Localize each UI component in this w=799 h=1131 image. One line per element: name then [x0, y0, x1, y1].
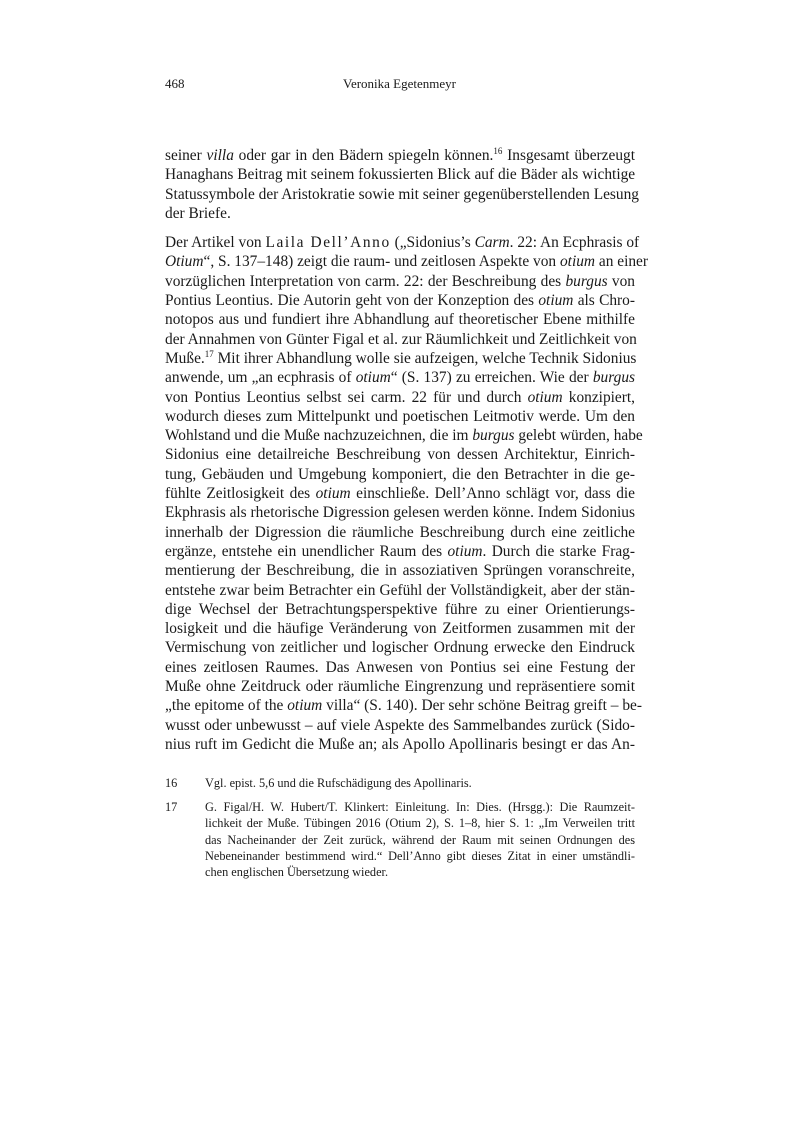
text-line — [165, 561, 635, 580]
footnote — [165, 775, 635, 791]
text-line — [165, 368, 635, 387]
italic-term: otium — [287, 697, 323, 715]
text-run: an einer — [595, 253, 649, 271]
footnote-line: Nebeneinander bestimmend wird.“ Dell’Anno gibt dieses Zitat in einer umständli- — [205, 848, 635, 863]
text-line — [165, 445, 635, 464]
text-run: ergänze, entstehe ein unendlicher Raum des — [165, 542, 448, 560]
text-run: tung, Gebäuden und Umgebung komponiert, die den Betrachter in die ge- — [165, 465, 635, 483]
text-line — [165, 252, 649, 271]
footnote-text — [205, 799, 635, 880]
text-line — [165, 619, 635, 638]
text-line — [165, 638, 635, 657]
text-line — [165, 503, 635, 522]
text-run: „the epitome of the — [165, 697, 288, 715]
footnote — [165, 799, 635, 880]
text-run: gelebt würden, habe — [514, 427, 643, 445]
text-line — [165, 735, 635, 754]
text-run: Der Artikel von — [165, 234, 266, 252]
text-run: von — [607, 272, 635, 290]
text-run: anwende, um „an ecphrasis of — [165, 369, 356, 387]
footnote-line: chen englischen Übersetzung wieder. — [205, 864, 389, 879]
footnote-line: das Nacheinander der Zeit zurück, während der Raum mit seinen Ordnungen des — [205, 832, 635, 847]
text-line — [165, 310, 635, 329]
paragraph — [165, 146, 640, 223]
text-line — [165, 204, 635, 223]
text-run: Muße ohne Zeitdruck oder räumliche Eingrenzung und repräsentiere somit — [165, 678, 635, 696]
text-line — [165, 165, 635, 184]
italic-term: burgus — [565, 272, 608, 290]
footnote-reference[interactable]: 17 — [204, 348, 214, 359]
text-run: Mit ihrer Abhandlung wolle sie aufzeigen, welche Technik Sidonius — [213, 349, 637, 367]
text-run: wusst oder unbewusst – auf viele Aspekte des Sammelbandes zurück (Sido- — [165, 716, 635, 734]
text-run: oder gar in den Bädern spiegeln können. — [233, 147, 494, 164]
text-run: seiner — [165, 147, 207, 164]
text-run: einschließe. Dell’Anno schlägt vor, dass die — [350, 485, 635, 503]
text-line — [165, 600, 635, 619]
text-line — [165, 233, 640, 252]
text-line — [165, 484, 635, 503]
text-line — [165, 185, 640, 204]
text-run: “, S. 137–148) zeigt die raum- und zeitlosen Aspekte von — [203, 253, 560, 271]
text-line — [165, 272, 635, 291]
text-run: von Pontius Leontius selbst sei carm. 22 für und durch — [165, 388, 528, 406]
text-line — [165, 291, 635, 310]
text-line — [165, 696, 642, 715]
italic-term: burgus — [472, 427, 515, 445]
italic-term: otium — [355, 369, 391, 387]
footnote-number: 16 — [165, 776, 178, 790]
text-line — [165, 542, 635, 561]
text-run: Hanaghans Beitrag mit seinem fokussierten Blick auf die Bäder als wichtige — [165, 166, 636, 184]
text-run: “ (S. 137) zu erreichen. Wie der — [390, 369, 593, 387]
italic-term: villa — [206, 147, 234, 164]
text-run: nius ruft im Gedicht die Muße an; als Apollo Apollinaris besingt er das An- — [165, 735, 635, 753]
text-run: . 22: An Ecphrasis of — [509, 234, 640, 252]
text-run: losigkeit und die häufige Veränderung von Zeitformen zusammen mit der — [165, 620, 635, 638]
text-run: Wohlstand und die Muße nachzuzeichnen, die im — [165, 427, 473, 445]
text-line — [165, 716, 635, 735]
text-run: Vermischung von zeitlicher und logischer Ordnung erwecke den Eindruck — [165, 639, 635, 657]
text-line — [165, 426, 643, 445]
text-run: konzipiert, — [562, 388, 635, 406]
author-name: Laila Dell’Anno — [265, 234, 391, 252]
text-run: mentierung der Beschreibung, die in assoziativen Sprüngen voranschreite, — [165, 562, 635, 580]
text-run: („Sidonius’s — [390, 234, 475, 252]
footnote-number: 17 — [165, 800, 178, 815]
text-run: dige Wechsel der Betrachtungsperspektive führe zu einer Orientierungs- — [165, 600, 635, 618]
text-run: wodurch dieses zum Mittelpunkt und poetischen Leitmotiv werde. Um den — [165, 407, 635, 425]
footnote-reference[interactable]: 16 — [493, 146, 503, 156]
text-line — [165, 407, 635, 426]
text-line — [165, 146, 635, 165]
footnote-line: lichkeit der Muße. Tübingen 2016 (Otium 2), S. 1–8, hier S. 1: „Im Verweilen tritt — [205, 816, 635, 831]
italic-term: otium — [538, 292, 574, 310]
italic-term: Carm — [474, 234, 510, 252]
text-run: der Briefe. — [165, 204, 231, 222]
running-head: Veronika Egetenmeyr — [343, 76, 456, 91]
footnote-text — [205, 775, 635, 791]
text-line — [165, 581, 635, 600]
footnote-line: Vgl. epist. 5,6 und die Rufschädigung des Apollinaris. — [205, 776, 472, 790]
italic-term: otium — [559, 253, 596, 271]
footnotes — [165, 775, 635, 888]
text-line — [165, 677, 635, 696]
text-line — [165, 330, 635, 349]
text-run: Ekphrasis als rhetorische Digression gelesen werden könne. Indem Sidonius — [165, 504, 635, 522]
text-run: vorzüglichen Interpretation von carm. 22: der Beschreibung des — [165, 272, 566, 290]
text-line — [165, 523, 635, 542]
page-number: 468 — [165, 76, 185, 91]
text-line — [165, 388, 635, 407]
text-run: notopos aus und fundiert ihre Abhandlung auf theoretischer Ebene mithilfe — [165, 311, 635, 329]
text-run: Insgesamt überzeugt — [502, 147, 635, 164]
text-run: als Chro- — [573, 292, 635, 310]
text-run: innerhalb der Digression die räumliche Beschreibung durch eine zeitliche — [165, 523, 635, 541]
italic-term: otium — [315, 485, 351, 503]
text-run: villa“ (S. 140). Der sehr schöne Beitrag greift – be- — [322, 697, 642, 715]
text-line — [165, 658, 635, 677]
text-run: Sidonius eine detailreiche Beschreibung von dessen Architektur, Einrich- — [165, 446, 635, 464]
text-run: entstehe zwar beim Betrachter ein Gefühl der Vollständigkeit, aber der stän- — [165, 581, 635, 599]
text-run: Statussymbole der Aristokratie sowie mit seiner gegenüberstellenden Lesung — [165, 185, 640, 203]
text-run: . Durch die starke Frag- — [482, 542, 635, 560]
italic-term: burgus — [592, 369, 636, 387]
italic-term: otium — [527, 388, 563, 406]
footnote-line: G. Figal/H. W. Hubert/T. Klinkert: Einleitung. In: Dies. (Hrsgg.): Die Raumzeit- — [205, 800, 635, 815]
italic-term: Otium — [165, 253, 204, 271]
text-run: Pontius Leontius. Die Autorin geht von der Konzeption des — [165, 292, 539, 310]
text-run: der Annahmen von Günter Figal et al. zur Räumlichkeit und Zeitlichkeit von — [165, 330, 637, 348]
text-run: eines zeitlosen Raumes. Das Anwesen von Pontius sei eine Festung der — [165, 658, 635, 676]
text-line — [165, 349, 635, 368]
text-line — [165, 465, 635, 484]
paragraph — [165, 233, 649, 754]
italic-term: otium — [447, 542, 483, 560]
text-run: fühlte Zeitlosigkeit des — [165, 485, 316, 503]
text-run: Muße. — [165, 349, 205, 367]
body-text — [165, 146, 649, 764]
